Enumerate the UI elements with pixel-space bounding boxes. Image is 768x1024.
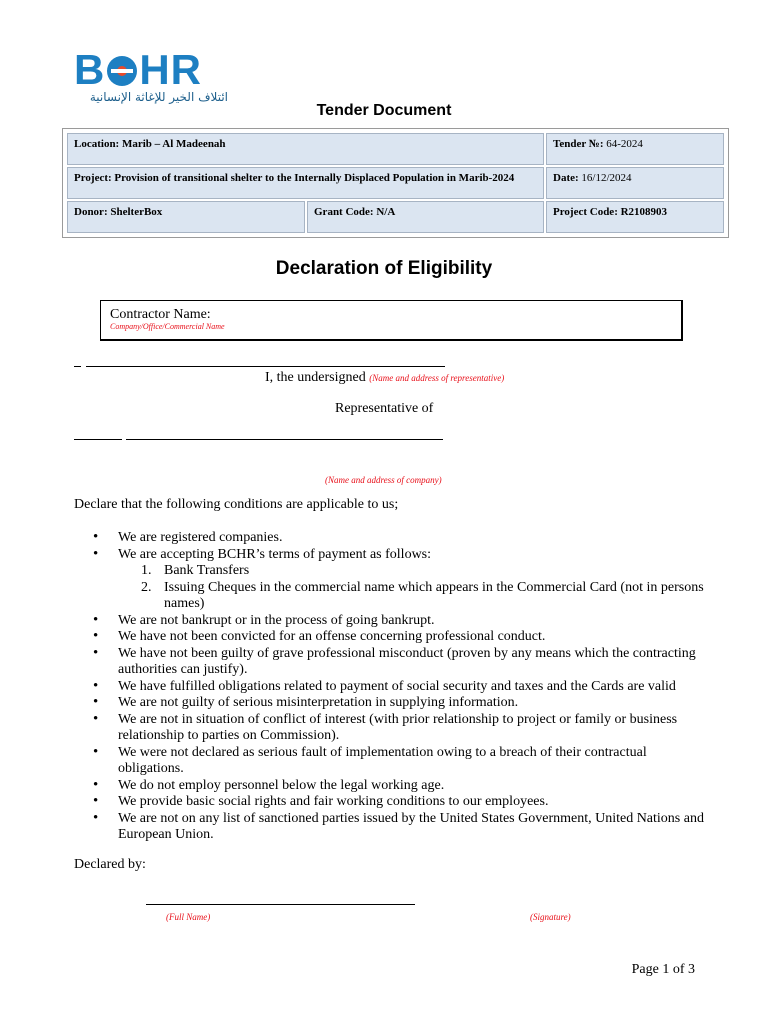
full-name-hint: Full Name xyxy=(169,912,208,922)
contractor-hint: Company/Office/Commercial Name xyxy=(110,322,225,331)
signature-hint: Signature xyxy=(533,912,568,922)
tender-info-table xyxy=(62,128,729,238)
signature-hint-wrap: (Signature) xyxy=(530,912,571,922)
grant-code-cell: Grant Code: N/A xyxy=(307,201,544,233)
declaration-title: Declaration of Eligibility xyxy=(275,258,493,279)
list-item: • We are accepting BCHR’s terms of payment as follows: 1. Bank Transfers 2. Issuing Cheques in the commercial name which appears in the Commercial Card (not in persons names) xyxy=(74,547,704,613)
project-cell: Project: Provision of transitional shelter to the Internally Displaced Population in Marib-2024 xyxy=(67,167,544,199)
list-item: • We are not in situation of conflict of interest (with prior relationship to project or family or business relationship to parties on Commission). xyxy=(74,712,704,745)
list-item: • We were not declared as serious fault of implementation owing to a breach of their contractual obligations. xyxy=(74,745,704,778)
list-item: • We have fulfilled obligations related to payment of social security and taxes and the Cards are valid xyxy=(74,679,704,696)
representative-of: Representative of xyxy=(335,401,434,416)
rep-line-short xyxy=(74,366,81,367)
conditions-list xyxy=(74,530,704,844)
declared-by: Declared by: xyxy=(74,857,146,872)
page-number: Page 1 of 3 xyxy=(631,962,695,977)
payment-terms-list xyxy=(118,563,704,613)
intro-text: Declare that the following conditions are applicable to us; xyxy=(74,497,399,512)
list-item: • We are registered companies. xyxy=(74,530,704,547)
list-item: • We do not employ personnel below the legal working age. xyxy=(74,778,704,795)
list-item: • We are not guilty of serious misinterpretation in supplying information. xyxy=(74,695,704,712)
list-item: 2. Issuing Cheques in the commercial name which appears in the Commercial Card (not in persons names) xyxy=(141,579,704,611)
list-item: • We have not been convicted for an offense concerning professional conduct. xyxy=(74,629,704,646)
bchr-logo xyxy=(74,48,234,108)
company-line-short xyxy=(74,439,122,440)
logo-wordmark: B HR xyxy=(74,46,203,93)
list-item: • We are not on any list of sanctioned parties issued by the United States Government, United Nations and European Union. xyxy=(74,811,704,844)
list-item: • We provide basic social rights and fair working conditions to our employees. xyxy=(74,794,704,811)
full-name-hint-wrap: (Full Name) xyxy=(166,912,211,922)
company-hint: Name and address of company xyxy=(328,475,439,485)
list-item: • We are not bankrupt or in the process of going bankrupt. xyxy=(74,613,704,630)
donor-cell: Donor: ShelterBox xyxy=(67,201,305,233)
undersigned-line: I, the undersigned (Name and address of representative) xyxy=(265,370,505,385)
logo-emblem-icon xyxy=(107,56,137,86)
contractor-name-field[interactable] xyxy=(100,300,683,341)
list-item: • We have not been guilty of grave professional misconduct (proven by any means which the contracting authorities can justify). xyxy=(74,646,704,679)
page-title: Tender Document xyxy=(316,102,452,119)
company-line xyxy=(126,439,443,440)
contractor-label: Contractor Name: xyxy=(110,307,211,322)
full-name-line xyxy=(146,904,415,905)
undersigned-hint: Name and address of representative xyxy=(372,373,502,383)
tender-number-cell: Tender №: 64-2024 xyxy=(546,133,724,165)
logo-arabic-text: ائتلاف الخير للإغاثة الإنسانية xyxy=(89,90,228,104)
project-code-cell: Project Code: R2108903 xyxy=(546,201,724,233)
company-hint-wrap: (Name and address of company) xyxy=(325,475,442,485)
date-cell: Date: 16/12/2024 xyxy=(546,167,724,199)
list-item: 1. Bank Transfers xyxy=(141,563,250,578)
rep-line xyxy=(86,366,445,367)
location-cell: Location: Marib – Al Madeenah xyxy=(67,133,544,165)
